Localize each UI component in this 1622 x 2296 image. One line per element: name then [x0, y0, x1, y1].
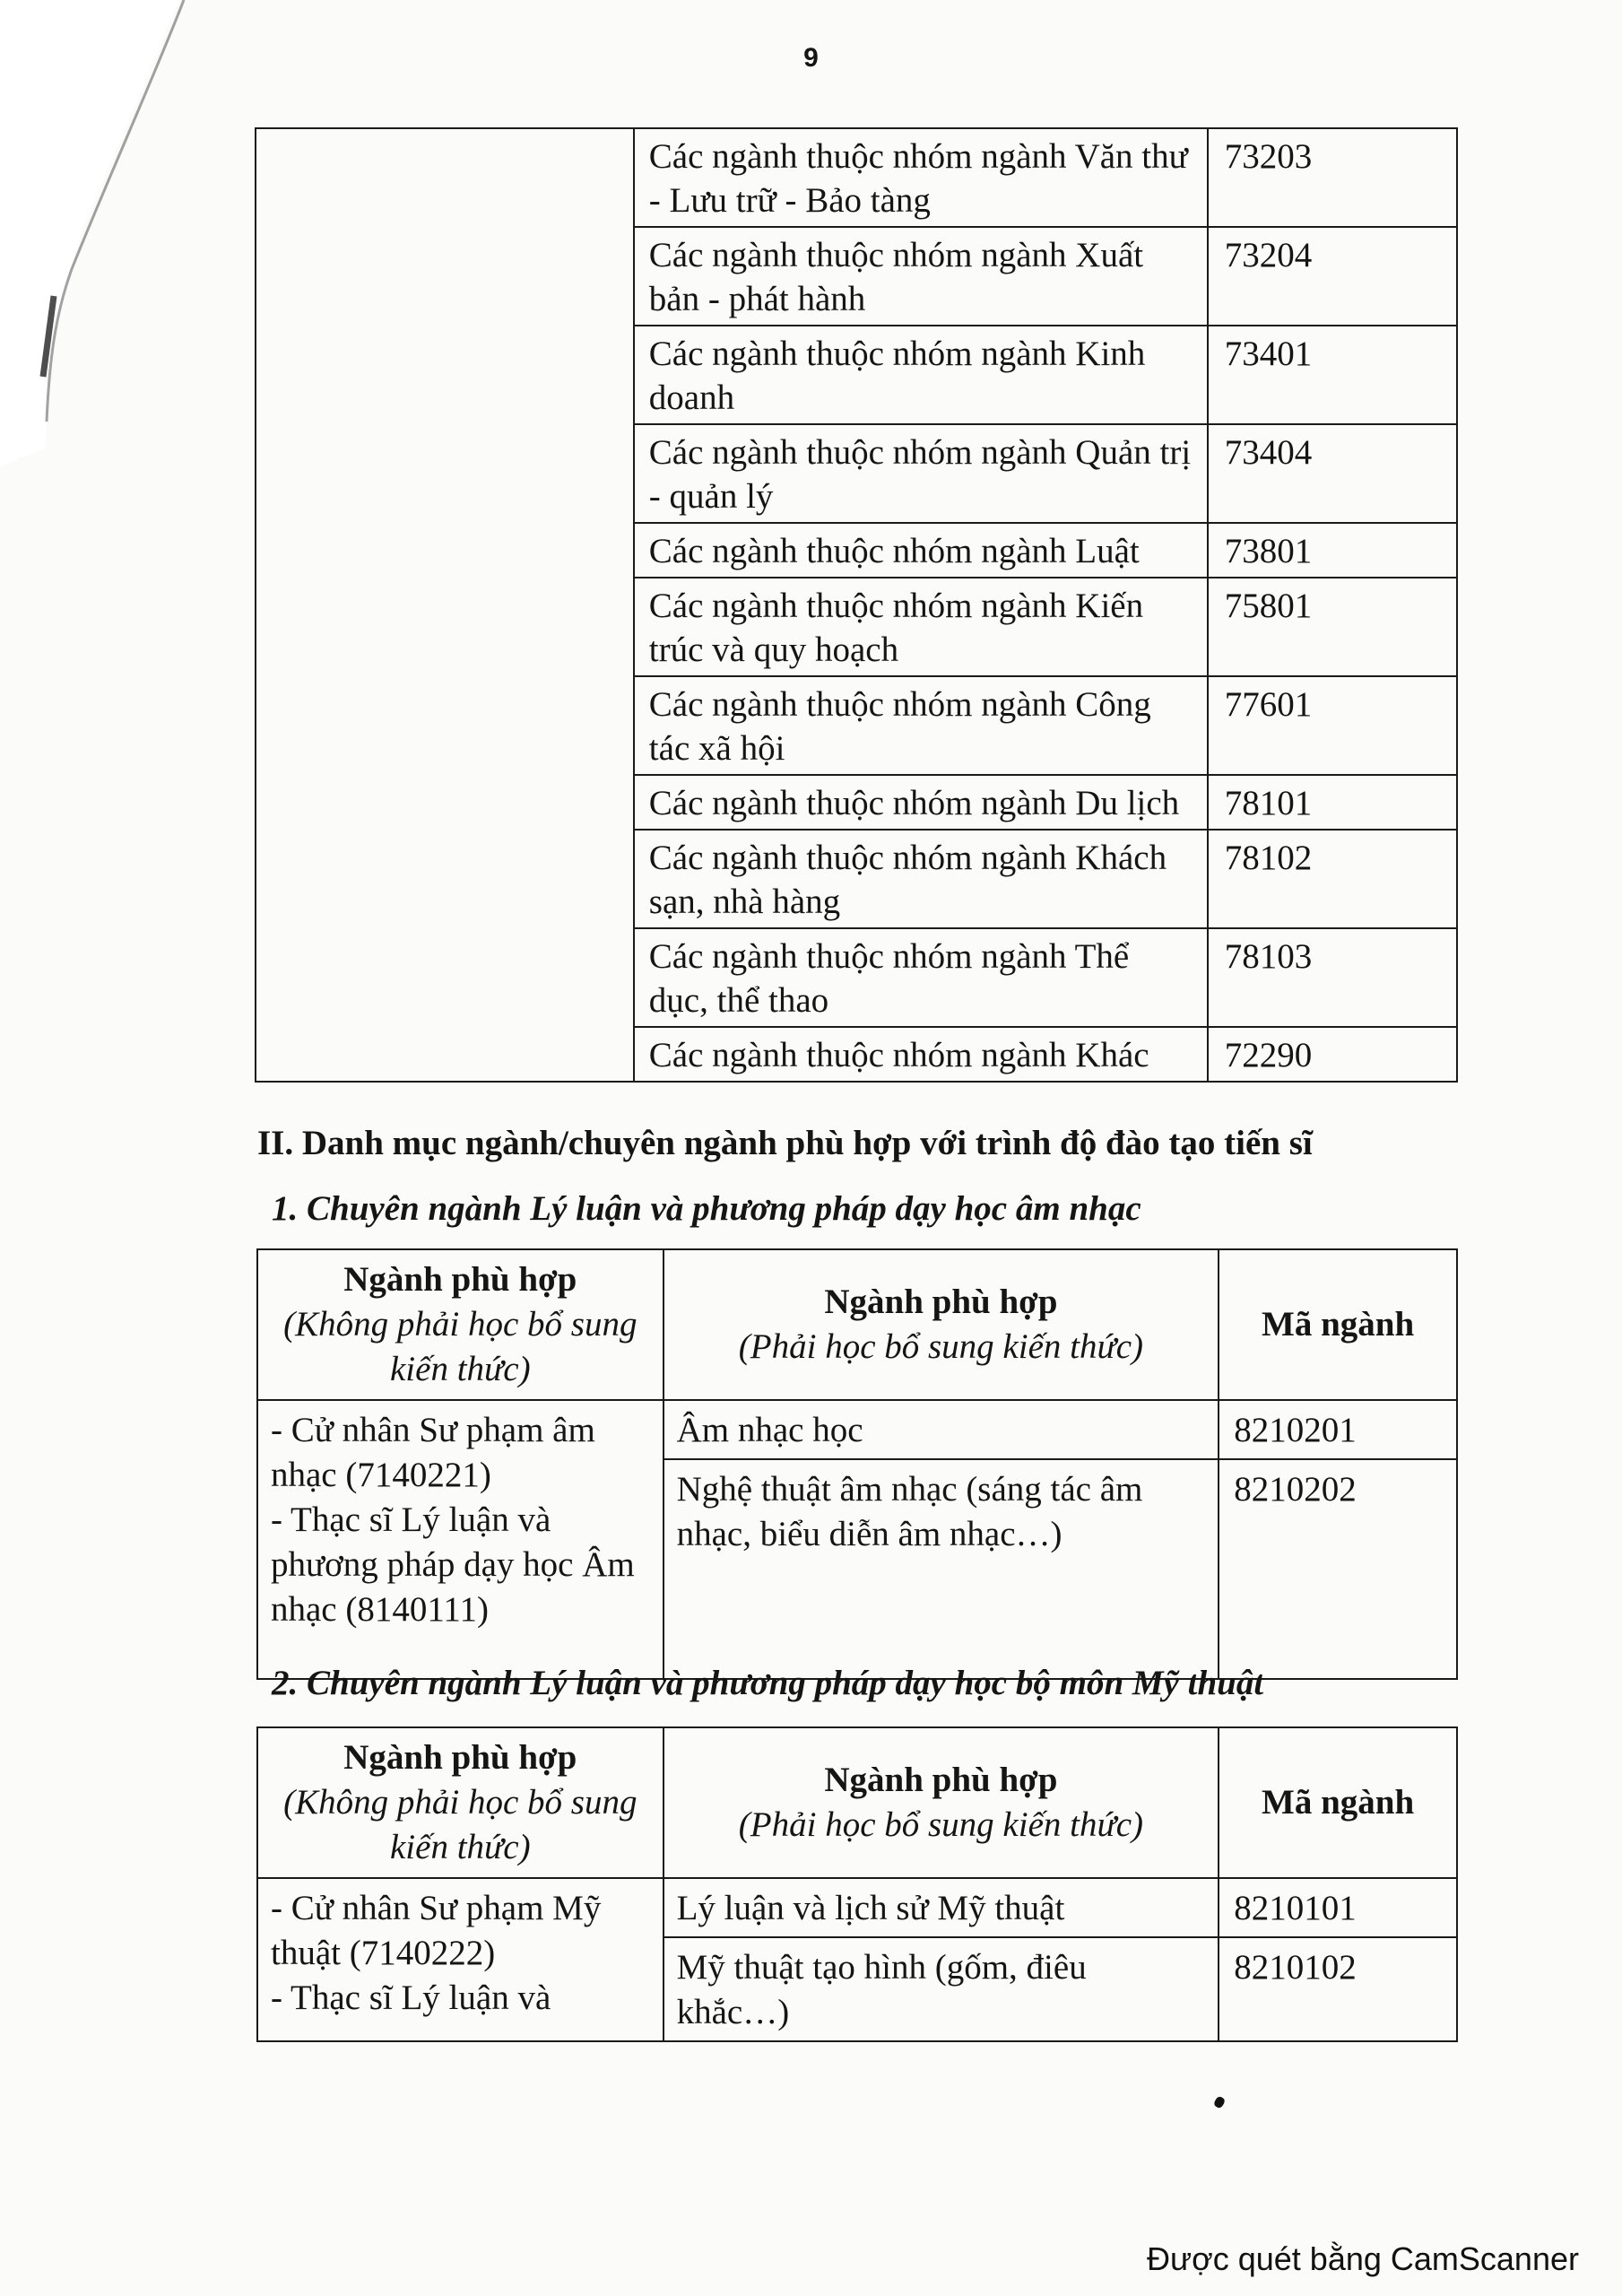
subsection-2-title: 2. Chuyên ngành Lý luận và phương pháp dạy học bộ môn Mỹ thuật [272, 1664, 1264, 1702]
major-name: Lý luận và lịch sử Mỹ thuật [664, 1878, 1219, 1937]
table-row [256, 128, 1457, 227]
no-supplement-list [257, 1878, 664, 2041]
major-group-code: 72290 [1208, 1027, 1457, 1082]
ink-speck [1213, 2095, 1227, 2109]
major-group-name: Các ngành thuộc nhóm ngành Thể dục, thể thao [634, 928, 1208, 1027]
subsection-1-title: 1. Chuyên ngành Lý luận và phương pháp dạy học âm nhạc [272, 1189, 1141, 1228]
major-name: Âm nhạc học [664, 1400, 1219, 1459]
major-group-name: Các ngành thuộc nhóm ngành Luật [634, 523, 1208, 578]
header-with-supplement [664, 1249, 1219, 1400]
list-item: - Thạc sĩ Lý luận và phương pháp dạy học Âm nhạc (8140111) [271, 1500, 635, 1629]
major-group-code: 78102 [1208, 830, 1457, 928]
major-group-name: Các ngành thuộc nhóm ngành Kinh doanh [634, 326, 1208, 424]
major-group-code: 73203 [1208, 128, 1457, 227]
header-no-supplement [257, 1727, 664, 1878]
header-label: Ngành phù hợp [343, 1260, 577, 1299]
major-group-name: Các ngành thuộc nhóm ngành Khác [634, 1027, 1208, 1082]
major-group-name: Các ngành thuộc nhóm ngành Khách sạn, nhà hàng [634, 830, 1208, 928]
major-group-code: 73404 [1208, 424, 1457, 523]
list-item: - Cử nhân Sư phạm Mỹ thuật (7140222) [271, 1889, 602, 1972]
fine-arts-pedagogy-table [256, 1726, 1458, 2042]
list-item: - Thạc sĩ Lý luận và [271, 1979, 551, 2017]
major-name: Mỹ thuật tạo hình (gốm, điêu khắc…) [664, 1937, 1219, 2041]
table-header-row [257, 1727, 1457, 1878]
section-ii-title: II. Danh mục ngành/chuyên ngành phù hợp với trình độ đào tạo tiến sĩ [257, 1124, 1313, 1162]
header-note: (Phải học bổ sung kiến thức) [738, 1805, 1144, 1844]
table-row [257, 1400, 1457, 1459]
major-group-name: Các ngành thuộc nhóm ngành Xuất bản - phát hành [634, 227, 1208, 326]
major-group-name: Các ngành thuộc nhóm ngành Công tác xã hội [634, 676, 1208, 775]
header-label: Ngành phù hợp [824, 1761, 1058, 1799]
music-pedagogy-table [256, 1248, 1458, 1680]
major-group-code: 73801 [1208, 523, 1457, 578]
camscanner-watermark: Được quét bằng CamScanner [1147, 2240, 1579, 2277]
header-note: (Phải học bổ sung kiến thức) [738, 1327, 1144, 1366]
major-code: 8210102 [1219, 1937, 1457, 2041]
header-note: (Không phải học bổ sung kiến thức) [283, 1305, 638, 1388]
major-group-code: 78103 [1208, 928, 1457, 1027]
major-groups-table [255, 127, 1458, 1083]
table-row [257, 1878, 1457, 1937]
header-with-supplement [664, 1727, 1219, 1878]
header-code: Mã ngành [1219, 1249, 1457, 1400]
header-label: Ngành phù hợp [824, 1283, 1058, 1321]
header-no-supplement [257, 1249, 664, 1400]
major-code: 8210101 [1219, 1878, 1457, 1937]
major-group-name: Các ngành thuộc nhóm ngành Kiến trúc và quy hoạch [634, 578, 1208, 676]
list-item: - Cử nhân Sư phạm âm nhạc (7140221) [271, 1411, 595, 1494]
major-code: 8210202 [1219, 1459, 1457, 1679]
page-number: 9 [803, 43, 819, 73]
major-group-name: Các ngành thuộc nhóm ngành Văn thư - Lưu trữ - Bảo tàng [634, 128, 1208, 227]
blank-merged-cell [256, 128, 634, 1082]
major-group-code: 73401 [1208, 326, 1457, 424]
major-group-code: 73204 [1208, 227, 1457, 326]
no-supplement-list [257, 1400, 664, 1679]
major-group-code: 77601 [1208, 676, 1457, 775]
major-group-code: 75801 [1208, 578, 1457, 676]
header-code: Mã ngành [1219, 1727, 1457, 1878]
major-group-name: Các ngành thuộc nhóm ngành Du lịch [634, 775, 1208, 830]
header-note: (Không phải học bổ sung kiến thức) [283, 1783, 638, 1866]
major-name: Nghệ thuật âm nhạc (sáng tác âm nhạc, biểu diễn âm nhạc…) [664, 1459, 1219, 1679]
table-header-row [257, 1249, 1457, 1400]
major-group-code: 78101 [1208, 775, 1457, 830]
header-label: Ngành phù hợp [343, 1738, 577, 1777]
major-code: 8210201 [1219, 1400, 1457, 1459]
major-group-name: Các ngành thuộc nhóm ngành Quản trị - quản lý [634, 424, 1208, 523]
